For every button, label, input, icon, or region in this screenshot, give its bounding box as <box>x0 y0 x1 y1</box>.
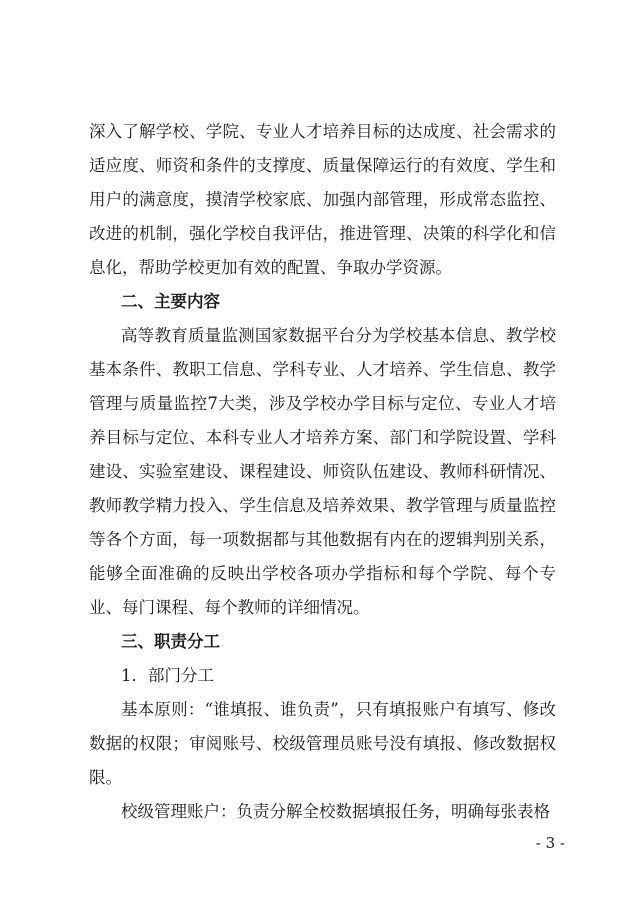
line-text: 数据的权限；审阅账号、校级管理员账号没有填报、修改数据权 <box>89 734 557 753</box>
line-text: 管理与质量监控7大类，涉及学校办学目标与定位、专业人才培 <box>89 394 557 413</box>
line-text: 深入了解学校、学院、专业人才培养目标的达成度、社会需求的 <box>89 122 557 141</box>
line-text: 高等教育质量监测国家数据平台分为学校基本信息、教学校 <box>121 326 557 345</box>
line-text: 适应度、师资和条件的支撑度、质量保障运行的有效度、学生和 <box>89 156 557 175</box>
line-text: 1．部门分工 <box>121 666 214 685</box>
line-text: 建设、实验室建设、课程建设、师资队伍建设、教师科研情况、 <box>89 462 557 481</box>
line-text: 业、每门课程、每个教师的详细情况。 <box>89 598 370 617</box>
line-text: 养目标与定位、本科专业人才培养方案、部门和学院设置、学科 <box>89 428 557 447</box>
line-text: 基本原则：“谁填报、谁负责”，只有填报账户有填写、修改 <box>121 700 557 719</box>
line-text: 限。 <box>89 768 122 787</box>
line-text: 能够全面准确的反映出学校各项办学指标和每个学院、每个专 <box>89 564 557 583</box>
line-text: 教师教学精力投入、学生信息及培养效果、教学管理与质量监控 <box>89 496 557 515</box>
line-text: 二、主要内容 <box>121 292 220 311</box>
line-text: 三、职责分工 <box>121 632 220 651</box>
line-text: 校级管理账户：负责分解全校数据填报任务，明确每张表格 <box>121 802 550 821</box>
line-text: 等各个方面，每一项数据都与其他数据有内在的逻辑判别关系， <box>89 530 557 549</box>
line-text: 用户的满意度，摸清学校家底、加强内部管理，形成常态监控、 <box>89 190 557 209</box>
page-number: - 3 - <box>535 834 565 852</box>
line-text: 改进的机制，强化学校自我评估，推进管理、决策的科学化和信 <box>89 224 557 243</box>
line-text: 基本条件、教职工信息、学科专业、人才培养、学生信息、教学 <box>89 360 557 379</box>
line-text: 息化，帮助学校更加有效的配置、争取办学资源。 <box>89 258 452 277</box>
